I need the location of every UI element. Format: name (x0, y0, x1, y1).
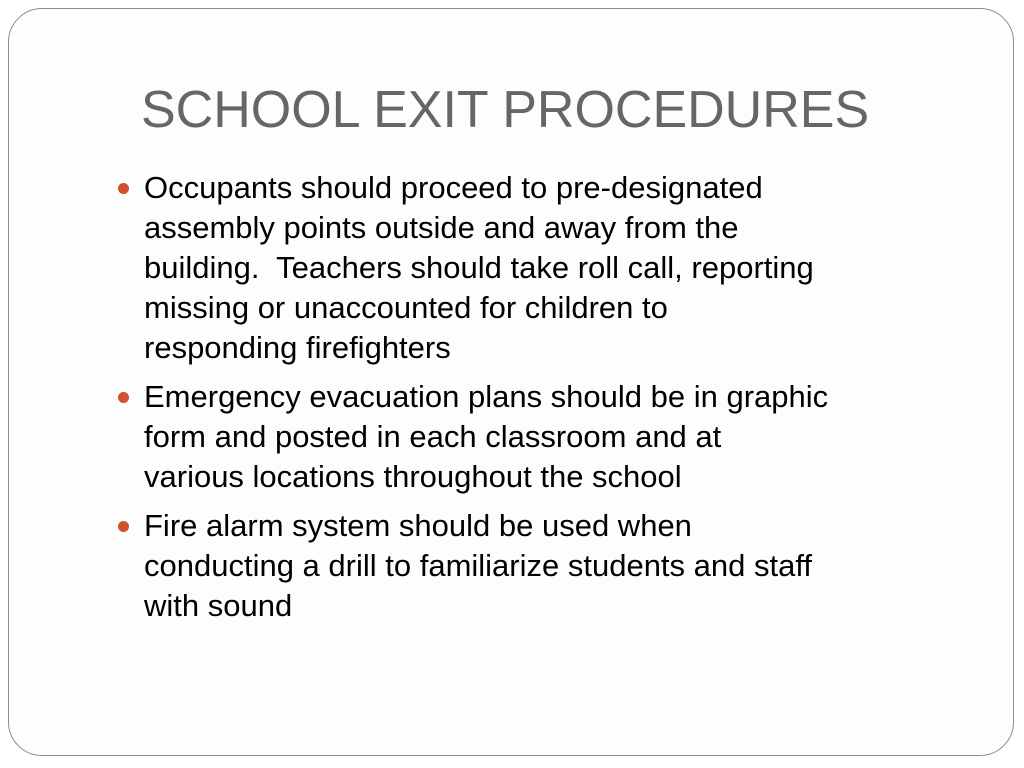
bullet-line: assembly points outside and away from the (144, 210, 739, 245)
bullet-line: conducting a drill to familiarize students and staff (144, 548, 813, 583)
bullet-icon (118, 392, 129, 403)
bullet-line: missing or unaccounted for children to (144, 290, 668, 325)
bullet-line: responding firefighters (144, 330, 451, 365)
bullet-icon (118, 521, 129, 532)
bullet-line: Emergency evacuation plans should be in graphic (144, 379, 829, 414)
bullet-item-1 (116, 168, 946, 368)
bullet-line: various locations throughout the school (144, 459, 682, 494)
bullet-line: Occupants should proceed to pre-designated (144, 170, 763, 205)
bullet-line: building. Teachers should take roll call, reporting (144, 250, 814, 285)
bullet-icon (118, 183, 129, 194)
bullet-line: form and posted in each classroom and at (144, 419, 722, 454)
bullet-line: with sound (144, 588, 293, 623)
slide-title: SCHOOL EXIT PROCEDURES (141, 81, 870, 139)
bullet-item-3 (116, 506, 946, 626)
bullet-line: Fire alarm system should be used when (144, 508, 692, 543)
bullet-item-2 (116, 377, 946, 497)
bullet-list (116, 168, 946, 635)
